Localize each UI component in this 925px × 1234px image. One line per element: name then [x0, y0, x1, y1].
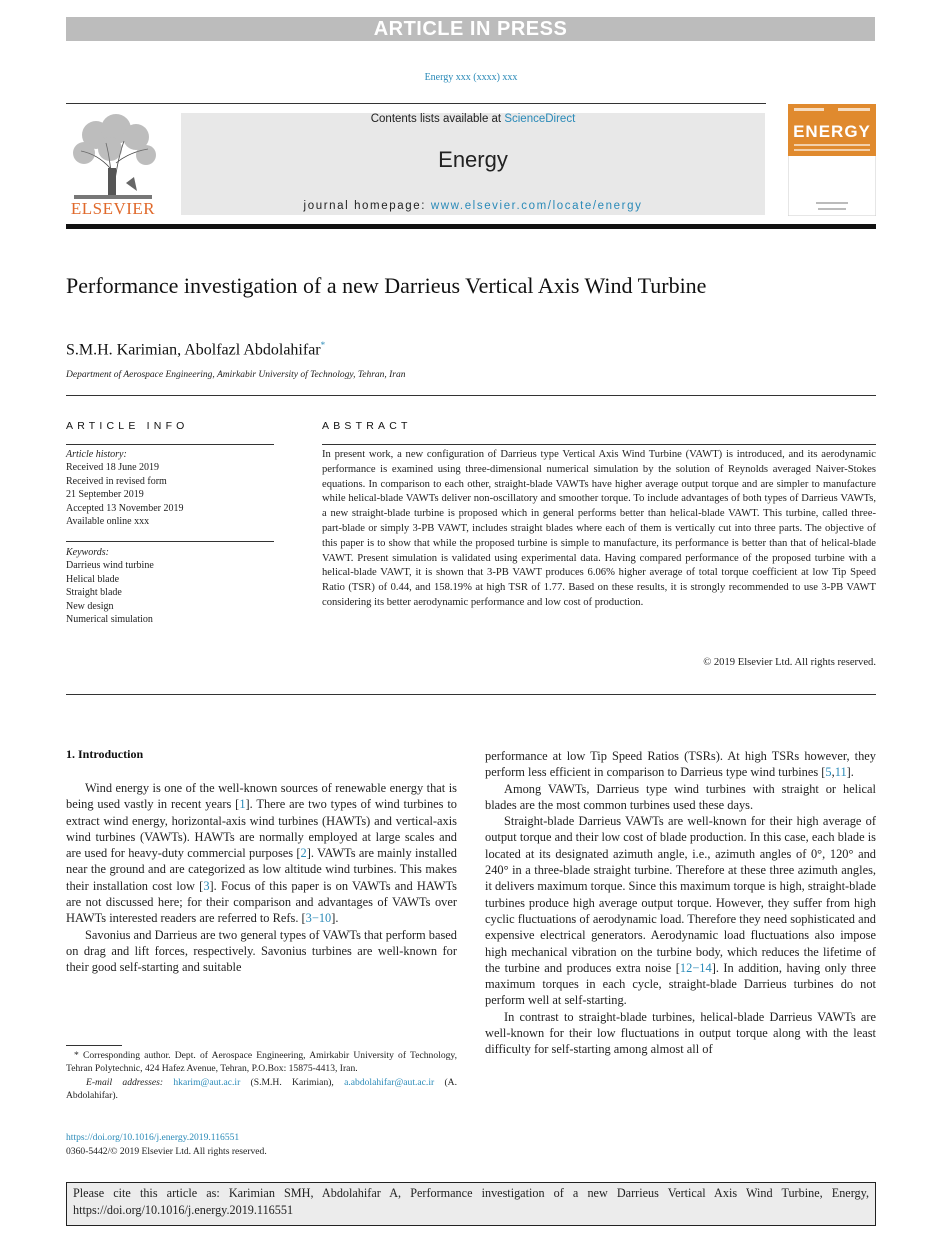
author-names: S.M.H. Karimian, Abolfazl Abdolahifar: [66, 341, 321, 359]
keyword-item: New design: [66, 600, 114, 612]
introduction-heading: 1. Introduction: [66, 747, 144, 761]
reference-link[interactable]: 5: [825, 765, 832, 780]
doi-link[interactable]: https://doi.org/10.1016/j.energy.2019.116551: [66, 1132, 240, 1143]
history-item: Accepted 13 November 2019: [66, 502, 184, 514]
corresponding-author-note: * Corresponding author. Dept. of Aerospace Engineering, Amirkabir University of Technology, Tehran Polytechnic, 424 Hafez Avenue, Tehran, P.O.Box: 15875-4413, Iran.: [66, 1050, 457, 1075]
reference-link[interactable]: 2: [300, 846, 307, 861]
paragraph: Straight-blade Darrieus VAWTs are well-known for their high average of output torque and their low cost of blade production. In this case, each blade is located at its designated azimuth angle, i.e., azimuth angles of 0°, 120° and 240° in a three-blade straight turbine. Therefore at these three azimuth angles, it delivers maximum torque. Since this maximum torque is high, straight-blade turbines produce high average output torque. However, they suffer from high cyclic fluctuations of aerodynamic load. Therefore they need sophisticated and expensive electrical generators. Aerodynamic load fluctuations also impose high mechanical vibration on the turbine body, which reduces the lifetime of the turbine and produces extra noise [12−14]. In addition, having only three maximum torques in each cycle, straight-blade Darrieus turbines do not perform well at self-starting.: [485, 814, 876, 1008]
abstract-rule: [322, 444, 876, 445]
keyword-item: Darrieus wind turbine: [66, 560, 154, 572]
keyword-item: Helical blade: [66, 573, 120, 585]
keyword-item: Numerical simulation: [66, 614, 153, 626]
paragraph: Among VAWTs, Darrieus type wind turbines with straight or helical blades are the most common turbines used these days.: [485, 781, 876, 812]
history-item: 21 September 2019: [66, 489, 144, 501]
reference-link[interactable]: 12−14: [679, 960, 712, 975]
journal-homepage: [181, 200, 765, 212]
history-item: Received 18 June 2019: [66, 462, 160, 474]
header-top-rule: [66, 103, 766, 104]
issn-line: 0360-5442/© 2019 Elsevier Ltd. All rights reserved.: [66, 1145, 267, 1157]
keywords-label: Keywords:: [66, 547, 109, 558]
keywords-rule: [66, 541, 274, 542]
reference-link[interactable]: 1: [239, 797, 246, 812]
doi-block: [66, 1131, 267, 1159]
footnote-rule: [66, 1045, 122, 1046]
history-item: Received in revised form: [66, 475, 167, 487]
affiliation: Department of Aerospace Engineering, Amirkabir University of Technology, Tehran, Iran: [66, 370, 406, 380]
header-bottom-rule: [66, 224, 876, 229]
journal-name: Energy: [438, 147, 508, 172]
homepage-prefix: journal homepage:: [303, 200, 431, 212]
publisher-name: ELSEVIER: [70, 199, 156, 218]
paragraph: performance at low Tip Speed Ratios (TSRs). At high TSRs however, they perform less efficient in comparison to Darrieus type wind turbines [5,11].: [485, 749, 876, 780]
cover-title: ENERGY: [793, 122, 871, 141]
homepage-link[interactable]: www.elsevier.com/locate/energy: [430, 200, 643, 212]
email-link[interactable]: hkarim@aut.ac.ir: [173, 1076, 241, 1088]
journal-cover[interactable]: [788, 104, 876, 216]
footnote: [66, 1049, 457, 1103]
email-addresses: E-mail addresses: hkarim@aut.ac.ir (S.M.H. Karimian), a.abdolahifar@aut.ac.ir (A. Abdolahifar).: [66, 1076, 458, 1102]
reference-link[interactable]: 3: [203, 878, 210, 893]
intro-right-column: [485, 748, 876, 1058]
keywords: [66, 546, 274, 626]
history-item: Available online xxx: [66, 516, 150, 528]
corresponding-author-mark[interactable]: *: [320, 340, 326, 350]
abstract-copyright: © 2019 Elsevier Ltd. All rights reserved.: [703, 657, 876, 668]
article-info-rule: [66, 444, 274, 445]
paragraph: Savonius and Darrieus are two general types of VAWTs that perform based on drag and lift forces, respectively. Savonius turbines are well-known for their good self-starting and suitable: [66, 927, 457, 975]
paragraph: In contrast to straight-blade turbines, helical-blade Darrieus VAWTs are well-known for their low fluctuations in output torque along with the least difficulty for self-starting among almost all of: [485, 1009, 876, 1057]
abstract-heading: ABSTRACT: [322, 420, 412, 432]
authors: [66, 340, 325, 359]
elsevier-logo[interactable]: [66, 113, 160, 217]
reference-link[interactable]: 11: [834, 765, 847, 780]
paragraph: Wind energy is one of the well-known sources of renewable energy that is being used vastly in recent years [1]. There are two types of wind turbines to extract wind energy, horizontal-axis wind turbines (HAWTs) and vertical-axis wind turbines (VAWTs). HAWTs are normally employed at large scales and are used for heavy-duty commercial purposes [2]. VAWTs are mainly installed near the ground and are categorized as low altitude wind turbines. This makes their installation cost low [3]. Focus of this paper is on VAWTs and HAWTs are not discussed here; for their comparison and advantages of VAWTs over HAWTs interested readers are referred to Refs. [3−10].: [66, 781, 457, 926]
citation-box: Please cite this article as: Karimian SMH, Abdolahifar A, Performance investigation of a new Darrieus Vertical Axis Wind Turbine, Energy, https://doi.org/10.1016/j.energy.2019.116551: [66, 1182, 876, 1226]
contents-prefix: Contents lists available at: [370, 113, 505, 125]
sciencedirect-link[interactable]: ScienceDirect: [504, 113, 576, 125]
article-title: Performance investigation of a new Darrieus Vertical Axis Wind Turbine: [66, 273, 707, 298]
reference-link[interactable]: 3−10: [305, 911, 332, 926]
keyword-item: Straight blade: [66, 587, 122, 599]
journal-reference[interactable]: Energy xxx (xxxx) xxx: [424, 72, 518, 83]
contents-line: [181, 113, 765, 125]
history-label: Article history:: [66, 449, 127, 460]
article-info-heading: ARTICLE INFO: [66, 420, 189, 432]
abstract-bottom-rule: [66, 694, 876, 695]
email-link[interactable]: a.abdolahifar@aut.ac.ir: [344, 1076, 435, 1088]
intro-left-column: [66, 780, 457, 976]
title-bottom-rule: [66, 395, 876, 396]
cover-image-icon: [788, 104, 876, 216]
article-in-press-banner: ARTICLE IN PRESS: [66, 17, 875, 41]
article-history: [66, 448, 274, 528]
abstract-text: In present work, a new configuration of Darrieus type Vertical Axis Wind Turbine (VAWT) is introduced, and its aerodynamic performance is examined using three-dimensional numerical simulation by the solution of Reynolds averaged Naiver-Stokes equations. In comparison to each other, straight-blade VAWTs have higher average output torque and are simpler to manufacture while helical-blade VAWTs deliver non-oscillatory and smoother torque. To include advantages of both types of Darrieus VAWTs, a new straight-blade turbine is proposed which in general performs better than helical-blade VAWT. This turbine, called three-part-blade or simply 3-PB VAWT, includes straight blades where each of them is vertically cut into three parts. The objective of this paper is to show that while the proposed turbine is simple to manufacture, its performance is better than that of helical-blade VAWT. Present simulation is validated using experimental data. Having compared performance of the proposed turbine with a helical-blade VAWT, it is shown that 3-PB VAWT produces 6.06% higher average of total torque coefficient at low Tip Speed Ratio (TSR) of 0.44, and 158.19% at high TSR of 1.77. Based on these results, it is strongly recommended to use 3-PB VAWT considering its better aerodynamic performance and low cost of production.: [322, 449, 876, 608]
